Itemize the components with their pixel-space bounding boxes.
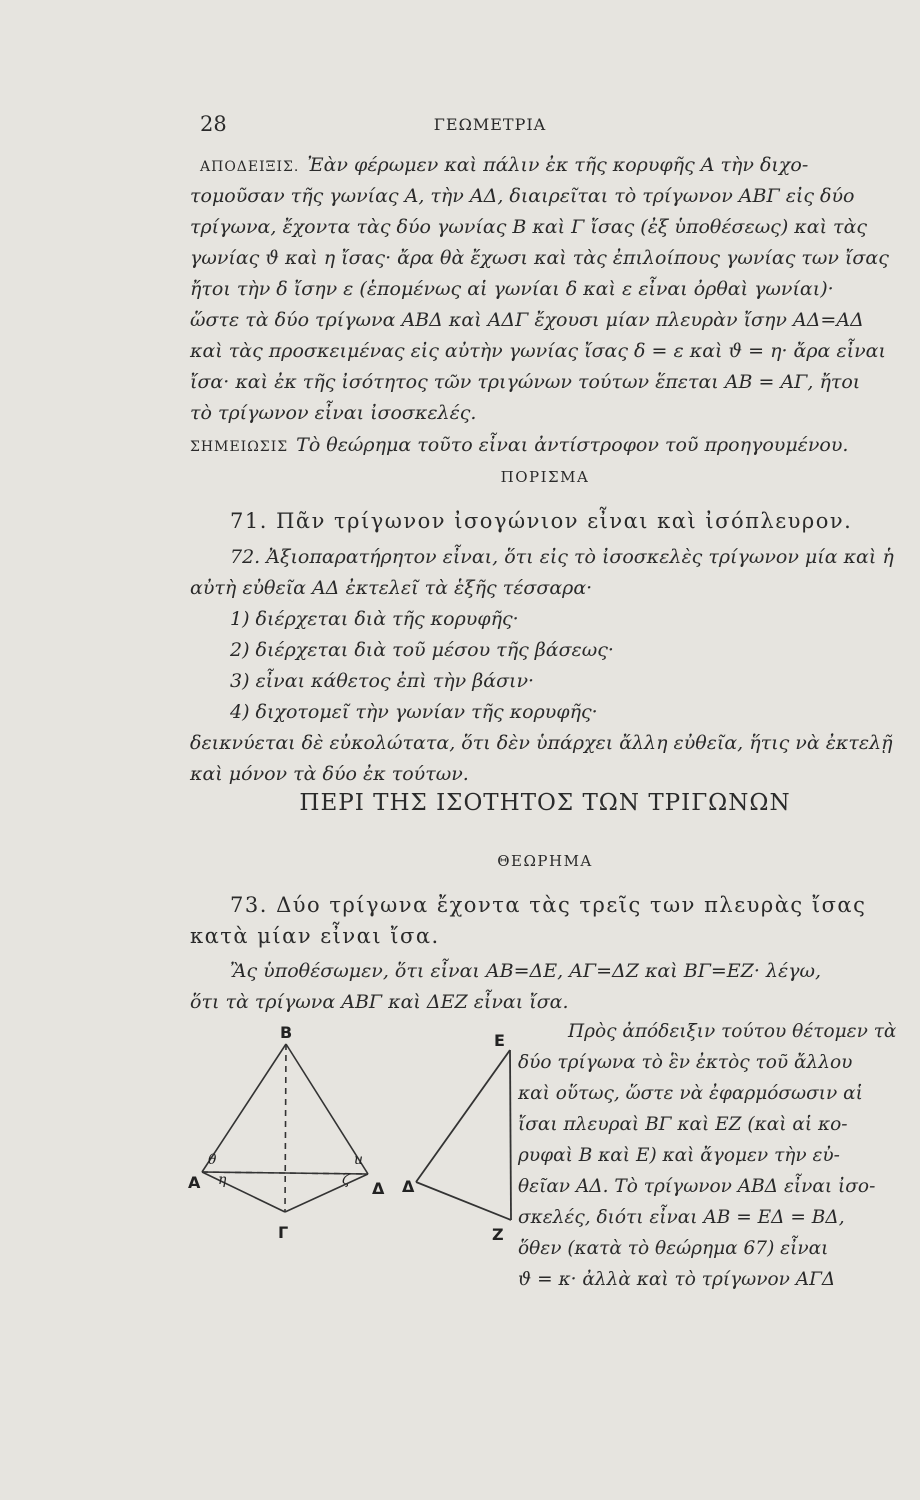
proof-line: ἤτοι τὴν δ ἴσην ε (ἑπομένως αἱ γωνίαι δ καὶ ε εἶναι ὀρθαὶ γωνίαι)· <box>190 278 834 300</box>
label-zeta: Z <box>492 1225 504 1244</box>
item-71-text: 71. Πᾶν τρίγωνον ἰσογώνιον εἶναι καὶ ἰσόπλευρον. <box>230 509 853 533</box>
hypothesis-line: Ἂς ὑποθέσωμεν, ὅτι εἶναι ΑΒ=ΔΕ, ΑΓ=ΔΖ καὶ ΒΓ=ΕΖ· λέγω, <box>230 960 822 982</box>
proof-line: ἴσα· καὶ ἐκ τῆς ἰσότητος τῶν τριγώνων τούτων ἕπεται ΑΒ = ΑΓ, ἤτοι <box>190 371 861 393</box>
triangle-figure <box>188 1022 513 1257</box>
figure-side-text <box>518 1016 903 1295</box>
hypothesis <box>190 956 900 1018</box>
list-item: 3) εἶναι κάθετος ἐπὶ τὴν βάσιν· <box>230 670 535 692</box>
item-71 <box>190 506 900 537</box>
proof-line: τρίγωνα, ἔχοντα τὰς δύο γωνίας Β καὶ Γ ἴσας (ἐξ ὑποθέσεως) καὶ τὰς <box>190 216 868 238</box>
side-line: Πρὸς ἀπόδειξιν τούτου θέτομεν τὰ <box>568 1021 897 1042</box>
label-b: B <box>280 1023 293 1042</box>
item-73-line: κατὰ μίαν εἶναι ἴσα. <box>190 924 440 948</box>
label-eta: η <box>218 1172 227 1188</box>
proof-line: τομοῦσαν τῆς γωνίας Α, τὴν ΑΔ, διαιρεῖται τὸ τρίγωνον ΑΒΓ εἰς δύο <box>190 185 855 207</box>
proof-line: ὥστε τὰ δύο τρίγωνα ΑΒΔ καὶ ΑΔΓ ἔχουσι μίαν πλευρὰν ἴσην ΑΔ=ΑΔ <box>190 309 864 331</box>
proof-line: τὸ τρίγωνον εἶναι ἰσοσκελές. <box>190 402 477 424</box>
list-item: 1) διέρχεται διὰ τῆς κορυφῆς· <box>230 608 519 630</box>
page-header <box>200 112 780 142</box>
note-label: ΣΗΜΕΙΩΣΙΣ <box>190 439 289 455</box>
note-paragraph <box>190 430 900 461</box>
label-d2: Δ <box>402 1177 415 1196</box>
item-72-line: αὐτὴ εὐθεῖα ΑΔ ἐκτελεῖ τὰ ἑξῆς τέσσαρα· <box>190 577 593 599</box>
item-72 <box>190 542 900 790</box>
triangle-dez <box>416 1050 511 1220</box>
item-73 <box>190 890 900 952</box>
theorem-heading: ΘΕΩΡΗΜΑ <box>497 852 593 870</box>
section-title: ΠΕΡΙ ΤΗΣ ΙΣΟΤΗΤΟΣ ΤΩΝ ΤΡΙΓΩΝΩΝ <box>299 790 791 816</box>
label-z: ζ <box>342 1172 350 1188</box>
corollary-heading: ΠΟΡΙΣΜΑ <box>500 468 590 486</box>
side-line: σκελές, διότι εἶναι ΑΒ = ΕΔ = ΒΔ, <box>518 1207 845 1228</box>
label-theta: θ <box>208 1152 217 1168</box>
closing-line: δεικνύεται δὲ εὐκολώτατα, ὅτι δὲν ὑπάρχει ἄλλη εὐθεῖα, ἥτις νὰ ἐκτελῇ <box>190 732 893 754</box>
label-d1: Δ <box>372 1179 385 1198</box>
side-line: δύο τρίγωνα τὸ ἓν ἐκτὸς τοῦ ἄλλου <box>518 1052 853 1073</box>
label-u: u <box>354 1152 364 1168</box>
proof-line: καὶ τὰς προσκειμένας εἰς αὐτὴν γωνίας ἴσας δ = ε καὶ ϑ = η· ἄρα εἶναι <box>190 340 886 362</box>
running-title: ΓΕΩΜΕΤΡΙΑ <box>433 115 547 134</box>
hypothesis-line: ὅτι τὰ τρίγωνα ΑΒΓ καὶ ΔΕΖ εἶναι ἴσα. <box>190 991 569 1013</box>
proof-paragraph <box>190 150 900 429</box>
proof-line: γωνίας ϑ καὶ η ἴσας· ἄρα θὰ ἔχωσι καὶ τὰς ἐπιλοίπους γωνίας των ἴσας <box>190 247 889 269</box>
label-e: E <box>494 1031 505 1050</box>
closing-line: καὶ μόνον τὰ δύο ἐκ τούτων. <box>190 763 469 785</box>
item-72-line: 72. Ἀξιοπαρατήρητον εἶναι, ὅτι εἰς τὸ ἰσοσκελὲς τρίγωνον μία καὶ ἡ <box>230 546 894 568</box>
label-g: Γ <box>278 1223 289 1242</box>
page-number: 28 <box>200 112 227 136</box>
side-line: ἴσαι πλευραὶ ΒΓ καὶ ΕΖ (καὶ αἱ κο- <box>518 1114 848 1135</box>
side-line: καὶ οὕτως, ὥστε νὰ ἐφαρμόσωσιν αἱ <box>518 1083 863 1104</box>
item-73-line: 73. Δύο τρίγωνα ἔχοντα τὰς τρεῖς των πλευρὰς ἴσας <box>230 893 867 917</box>
proof-line: ΑΠΟΔΕΙΞΙΣ. Ἐὰν φέρωμεν καὶ πάλιν ἐκ τῆς κορυφῆς Α τὴν διχο- <box>200 154 809 176</box>
side-line: ὅθεν (κατὰ τὸ θεώρημα 67) εἶναι <box>518 1238 829 1259</box>
label-a: A <box>188 1173 201 1192</box>
list-item: 2) διέρχεται διὰ τοῦ μέσου τῆς βάσεως· <box>230 639 614 661</box>
proof-label: ΑΠΟΔΕΙΞΙΣ. <box>200 159 300 175</box>
side-line: θεῖαν ΑΔ. Τὸ τρίγωνον ΑΒΔ εἶναι ἰσο- <box>518 1176 876 1197</box>
side-line: ρυφαὶ Β καὶ Ε) καὶ ἄγομεν τὴν εὐ- <box>518 1145 840 1166</box>
side-line: ϑ = κ· ἀλλὰ καὶ τὸ τρίγωνον ΑΓΔ <box>518 1269 836 1290</box>
list-item: 4) διχοτομεῖ τὴν γωνίαν τῆς κορυφῆς· <box>230 701 598 723</box>
note-line: ΣΗΜΕΙΩΣΙΣ Τὸ θεώρημα τοῦτο εἶναι ἀντίστροφον τοῦ προηγουμένου. <box>190 434 849 456</box>
